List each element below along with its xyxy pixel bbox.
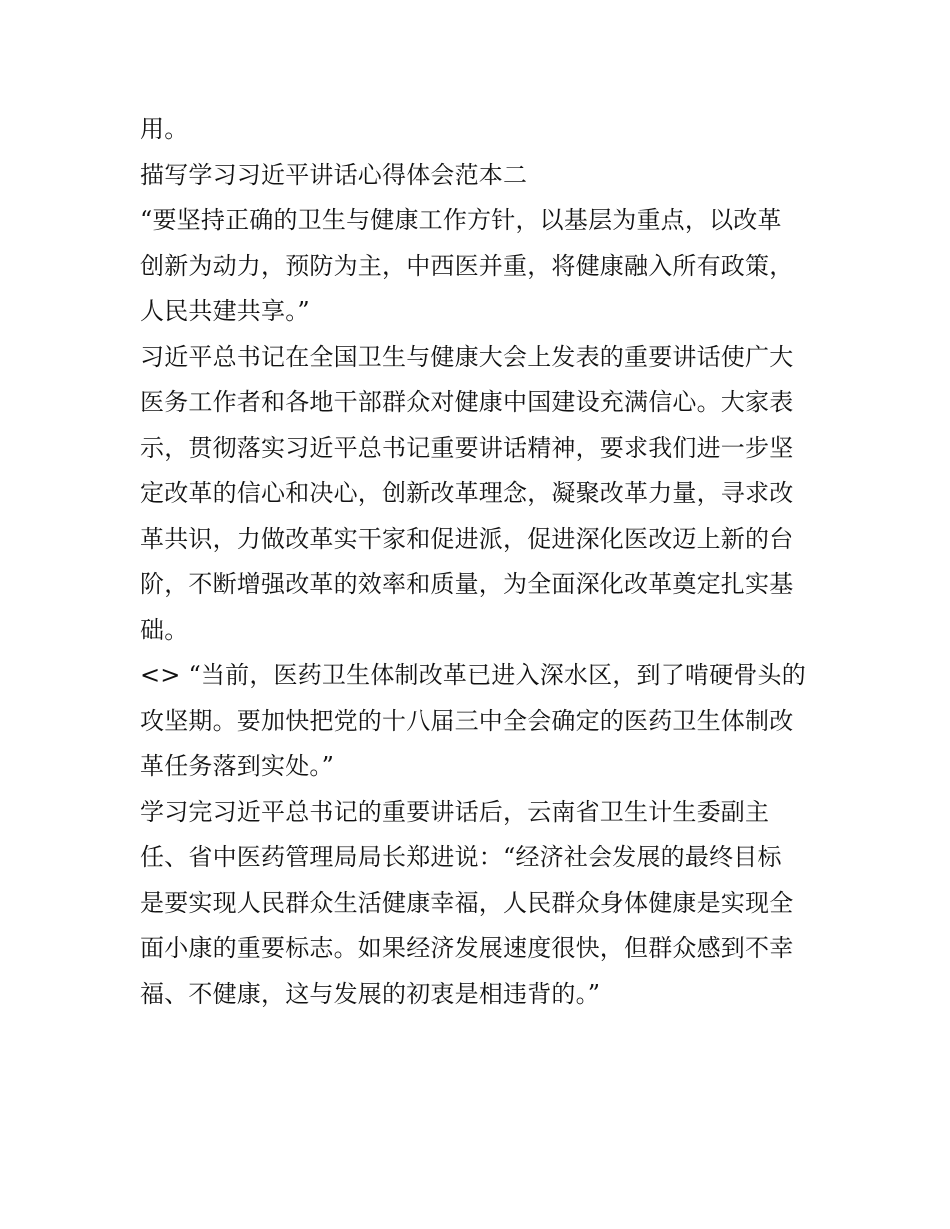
text-line: 人民共建共享。” [140,297,310,325]
text-line: 是要实现人民群众生活健康幸福，人民群众身体健康是实现全 [140,888,794,917]
text-line: 示，贯彻落实习近平总书记重要讲话精神，要求我们进一步坚 [140,433,794,462]
text-line: 面小康的重要标志。如果经济发展速度很快，但群众感到不幸 [140,934,794,962]
text-line: 攻坚期。要加快把党的十八届三中全会确定的医药卫生体制改 [140,706,794,735]
text-line: 任、省中医药管理局局长郑进说：“经济社会发展的最终目标 [140,843,782,871]
text-line: 革任务落到实处。” [140,752,335,780]
text-line: 阶，不断增强改革的效率和质量，为全面深化改革奠定扎实基 [140,570,794,598]
text-line: 创新为动力，预防为主，中西医并重，将健康融入所有政策， [140,251,794,280]
text-line: “要坚持正确的卫生与健康工作方针，以基层为重点，以改革 [140,206,782,234]
text-line: 学习完习近平总书记的重要讲话后，云南省卫生计生委副主 [140,797,770,826]
text-line: <> “当前，医药卫生体制改革已进入深水区，到了啃硬骨头的 [140,661,806,689]
text-line: 福、不健康，这与发展的初衷是相违背的。” [140,979,601,1008]
text-line: 础。 [140,615,189,644]
text-line: 革共识，力做改革实干家和促进派，促进深化医改迈上新的台 [140,524,794,553]
text-line: 定改革的信心和决心，创新改革理念，凝聚改革力量，寻求改 [140,479,794,507]
text-line: 习近平总书记在全国卫生与健康大会上发表的重要讲话使广大 [140,342,794,371]
section-heading: 描写学习习近平讲话心得体会范本二 [140,160,528,189]
text-line: 用。 [140,115,189,143]
text-line: 医务工作者和各地干部群众对健康中国建设充满信心。大家表 [140,388,794,416]
document-body [140,107,820,1017]
